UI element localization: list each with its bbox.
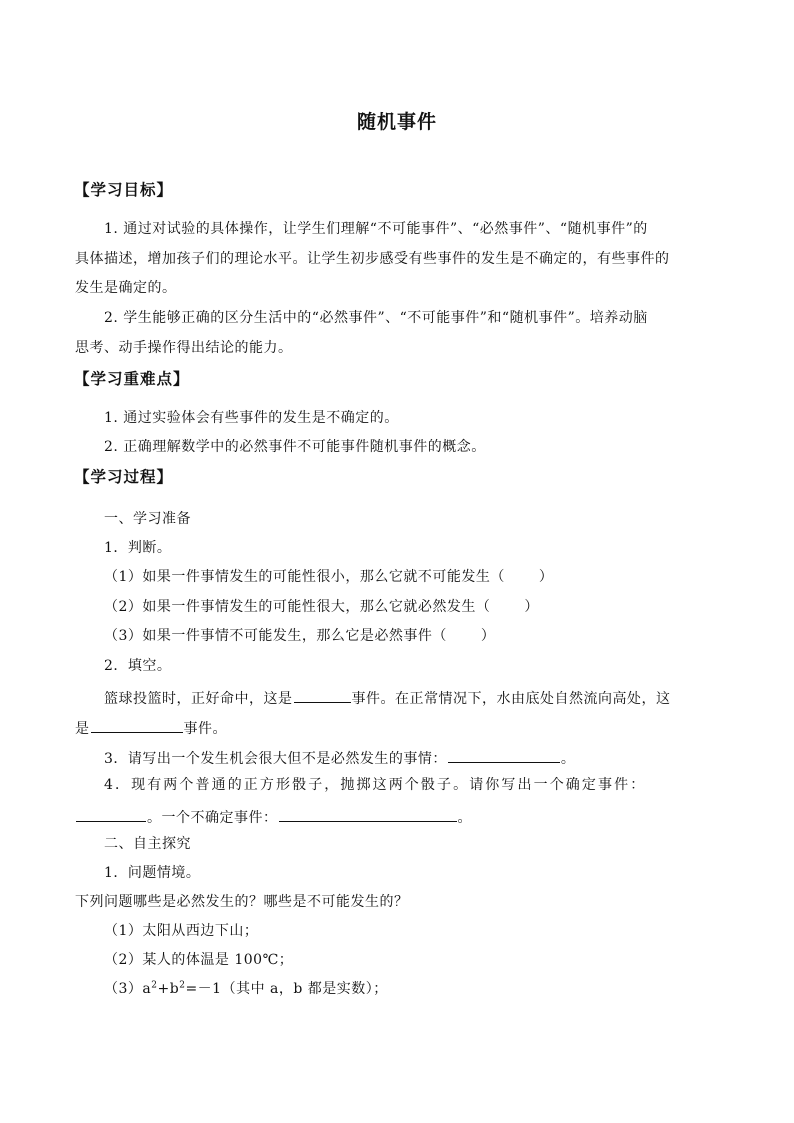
question-4-line1: 4．现有两个普通的正方形骰子，抛掷这两个骰子。请你写出一个确定事件：: [104, 777, 647, 793]
goals-item2-line1: 2. 学生能够正确的区分生活中的“必然事件”、“不可能事件”和“随机事件”。培养动脑: [104, 310, 648, 326]
section-heading-keypoints: 【学习重难点】: [74, 369, 190, 388]
question-2-line2-part-b: 事件。: [183, 721, 227, 737]
section-heading-goals: 【学习目标】: [74, 180, 174, 199]
page-title: 随机事件: [356, 111, 437, 133]
question-1-title: 1．判断。: [104, 540, 172, 556]
close-paren: ）: [480, 628, 496, 644]
question-3: [104, 748, 754, 767]
question-4-line2: [75, 807, 725, 826]
question-1-1-text: （1）如果一件事情发生的可能性很小，那么它就不可能发生（: [104, 569, 505, 585]
section-heading-process: 【学习过程】: [74, 467, 174, 486]
explore-1-item3-prefix: （3）a: [104, 981, 152, 997]
goals-item1-line3: 发生是确定的。: [75, 280, 177, 296]
question-1-2: [104, 599, 754, 615]
close-paren: ）: [524, 599, 539, 615]
question-3-end: 。: [560, 751, 576, 767]
question-2-line2: [75, 718, 725, 737]
explore-1-question: 下列问题哪些是必然发生的？哪些是不可能发生的？: [75, 894, 409, 910]
explore-1-item3-suffix: =－1（其中 a，b 都是实数）；: [185, 981, 388, 997]
question-2-line1-part-b: 事件。在正常情况下，水由底处自然流向高处，这: [351, 691, 671, 707]
process-part1-title: 一、学习准备: [104, 511, 191, 527]
explore-1-item3: [104, 981, 754, 997]
fill-blank-4[interactable]: [76, 807, 146, 822]
fill-blank-2[interactable]: [91, 718, 183, 733]
superscript-b: 2: [179, 980, 186, 991]
explore-1-item2: （2）某人的体温是 100℃；: [104, 952, 294, 968]
fill-blank-3[interactable]: [448, 748, 560, 763]
question-1-3: [104, 628, 754, 644]
explore-1-title: 1．问题情境。: [104, 865, 201, 881]
goals-item1-line1: 1. 通过对试验的具体操作，让学生们理解“不可能事件”、“必然事件”、“随机事件”的: [104, 221, 648, 237]
question-2-line1-part-a: 篮球投篮时，正好命中，这是: [104, 691, 293, 707]
question-4-end: 。: [457, 810, 472, 826]
fill-blank-5[interactable]: [279, 807, 457, 822]
question-4-mid: 。一个不确定事件：: [147, 810, 278, 826]
goals-item1-line2: 具体描述，增加孩子们的理论水平。让学生初步感受有些事件的发生是不确定的，有些事件的: [75, 251, 670, 267]
question-2-line1: [104, 688, 754, 707]
question-2-title: 2．填空。: [104, 658, 172, 674]
question-3-text: 3．请写出一个发生机会很大但不是必然发生的事情：: [104, 751, 447, 767]
question-1-1: [104, 569, 754, 585]
question-1-3-text: （3）如果一件事情不可能发生，那么它是必然事件（: [104, 628, 447, 644]
fill-blank-1[interactable]: [294, 688, 351, 703]
process-part2-title: 二、自主探究: [104, 836, 191, 852]
question-2-line2-part-a: 是: [75, 721, 90, 737]
close-paren: ）: [538, 569, 554, 585]
explore-1-item1: （1）太阳从西边下山；: [104, 923, 259, 939]
question-1-2-text: （2）如果一件事情发生的可能性很大，那么它就必然发生（: [104, 599, 491, 615]
keypoints-item1: 1. 通过实验体会有些事件的发生是不确定的。: [104, 410, 399, 426]
goals-item2-line2: 思考、动手操作得出结论的能力。: [75, 340, 293, 356]
keypoints-item2: 2. 正确理解数学中的必然事件不可能事件随机事件的概念。: [104, 439, 486, 455]
explore-1-item3-mid: +b: [157, 981, 180, 997]
superscript-a: 2: [151, 980, 158, 991]
